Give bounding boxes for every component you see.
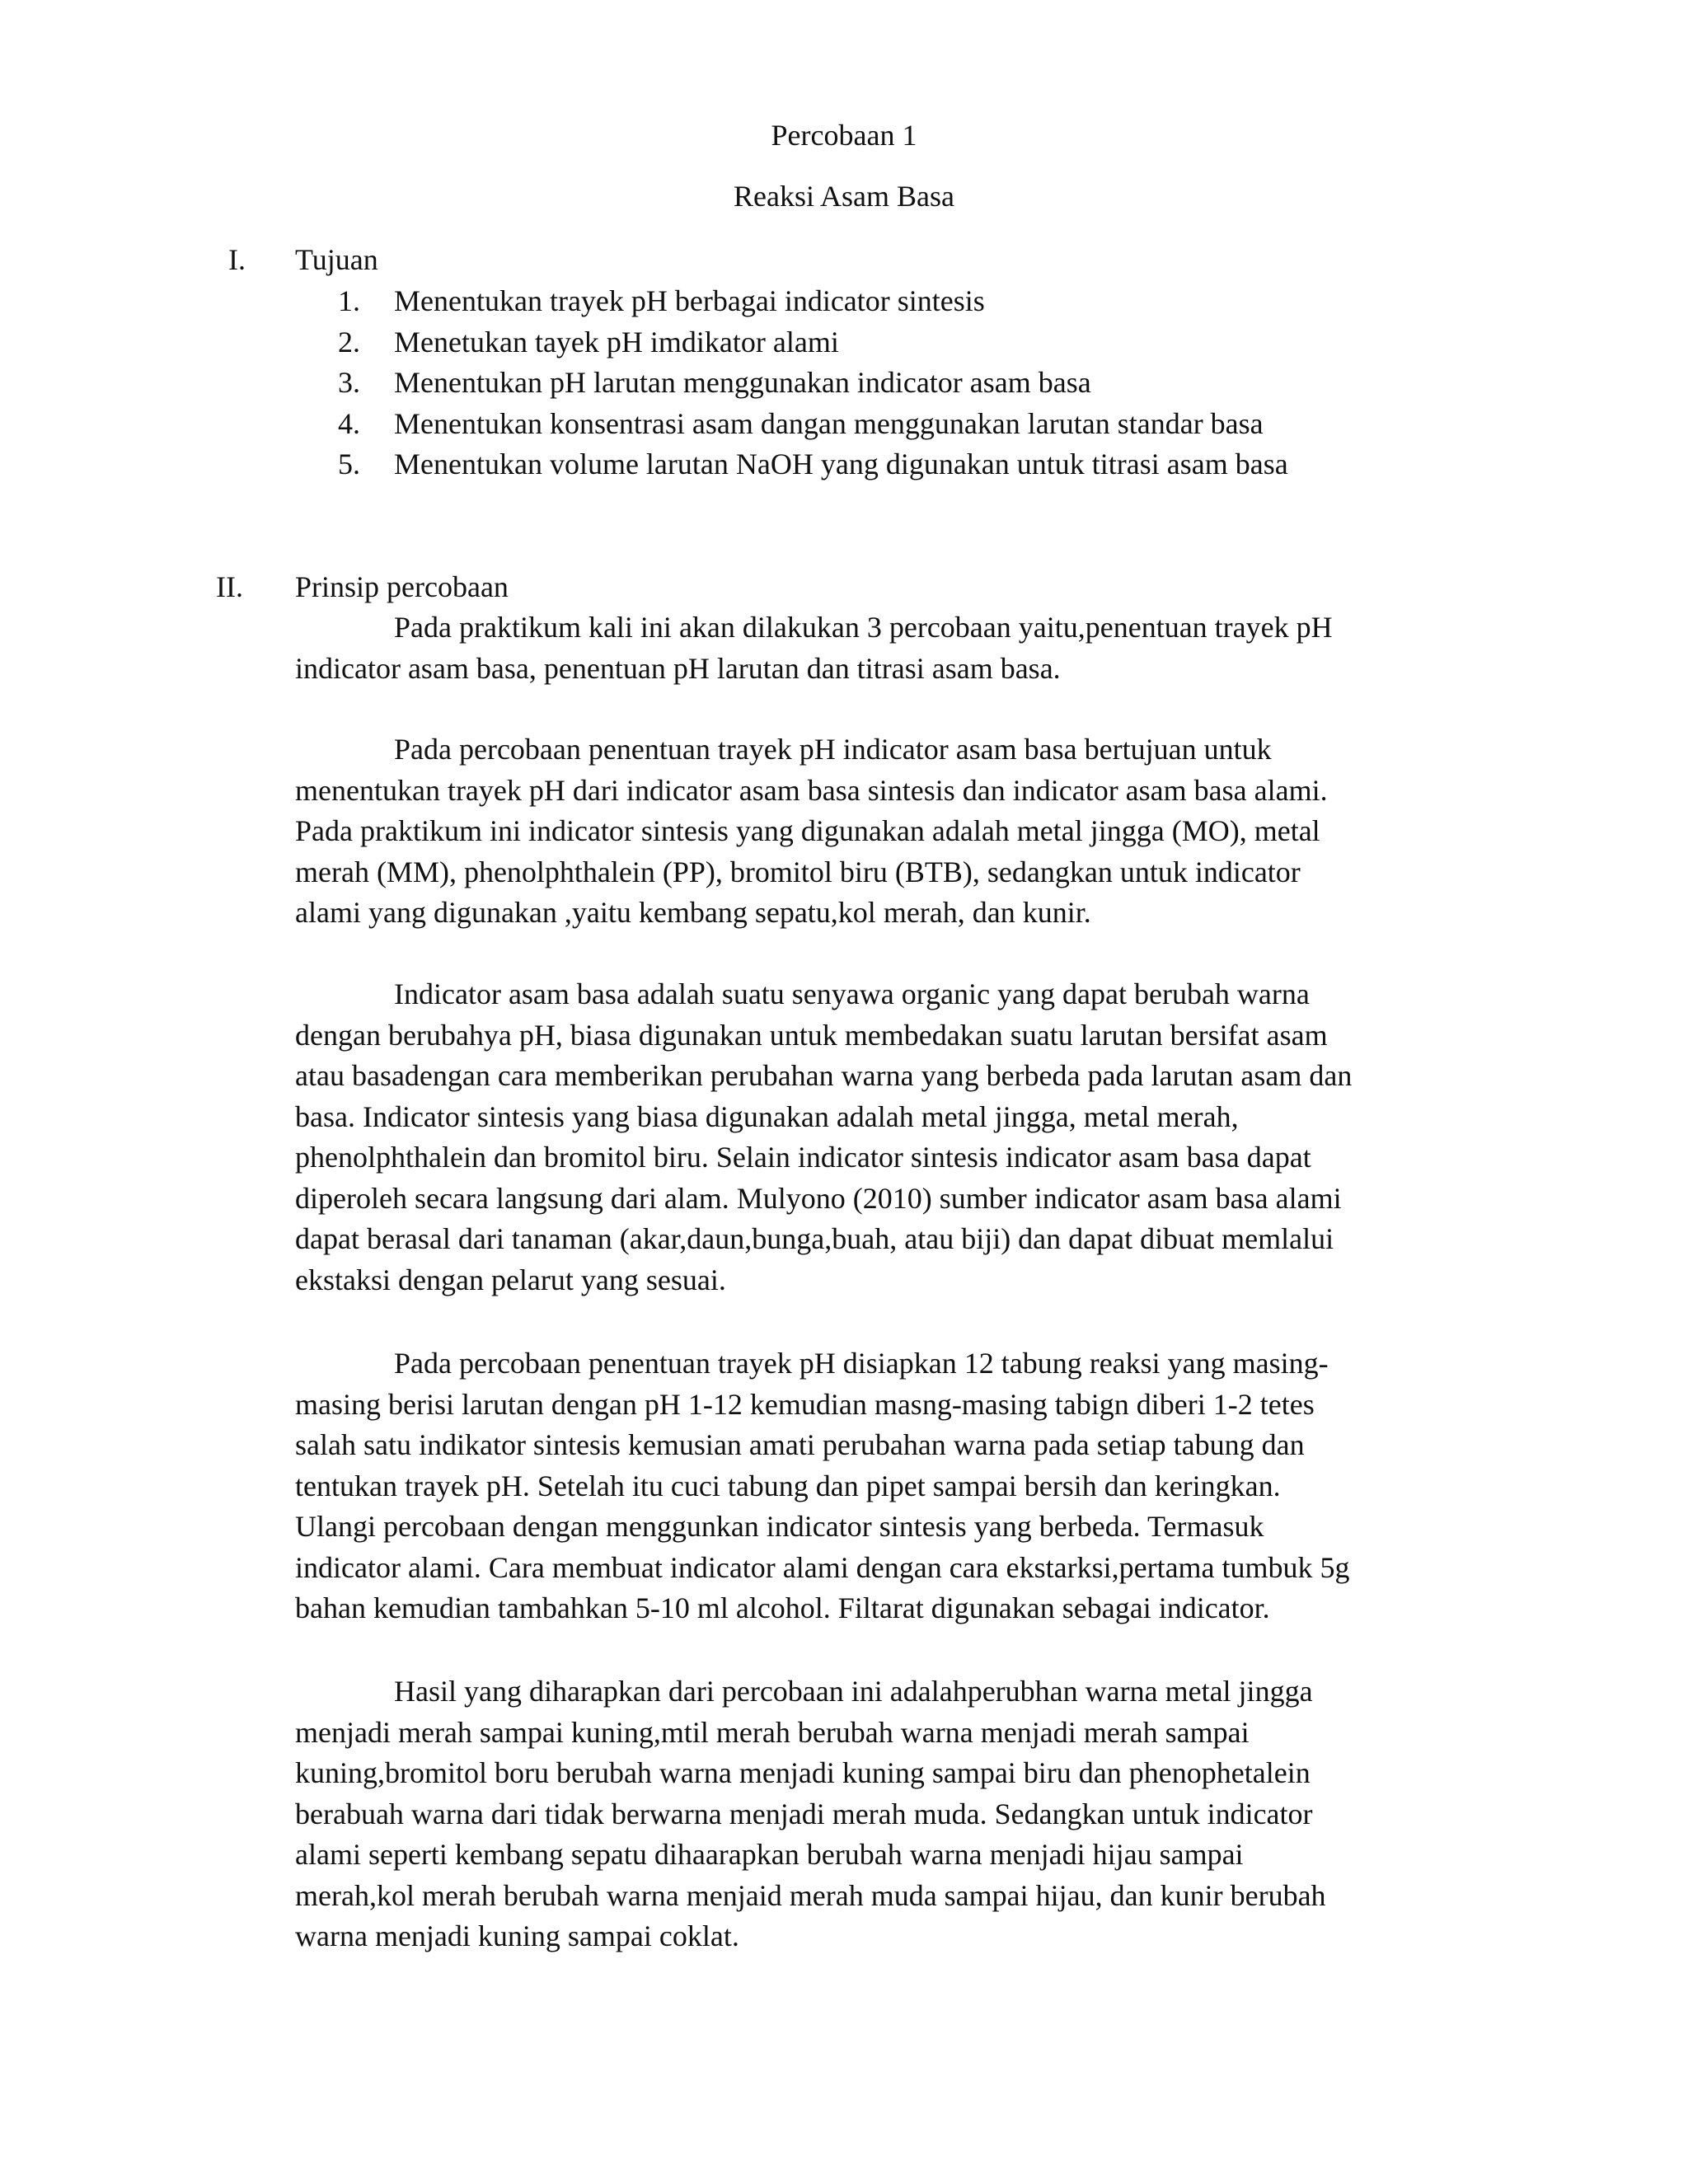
paragraph-line: indicator alami. Cara membuat indicator alami dengan cara ekstarksi,pertama tumbuk 5g bbox=[295, 1550, 1350, 1584]
list-item-number: 5. bbox=[338, 448, 360, 480]
paragraph-line: alami yang digunakan ,yaitu kembang sepatu,kol merah, dan kunir. bbox=[295, 896, 1091, 929]
paragraph-5 bbox=[295, 1671, 1474, 1957]
paragraph-4 bbox=[295, 1343, 1474, 1629]
paragraph-line: tentukan trayek pH. Setelah itu cuci tabung dan pipet sampai bersih dan keringkan. bbox=[295, 1469, 1281, 1502]
list-item-text: Menentukan volume larutan NaOH yang digunakan untuk titrasi asam basa bbox=[394, 448, 1288, 480]
paragraph-line: basa. Indicator sintesis yang biasa digunakan adalah metal jingga, metal merah, bbox=[295, 1099, 1239, 1133]
objectives-list bbox=[338, 283, 1288, 487]
paragraph-line: menjadi merah sampai kuning,mtil merah berubah warna menjadi merah sampai bbox=[295, 1715, 1250, 1749]
paragraph-3 bbox=[295, 974, 1474, 1301]
list-item-number: 2. bbox=[338, 325, 360, 359]
section-1-heading: Tujuan bbox=[295, 243, 378, 276]
list-item-number: 3. bbox=[338, 366, 360, 399]
paragraph-line: atau basadengan cara memberikan perubahan warna yang berbeda pada larutan asam dan bbox=[295, 1059, 1353, 1092]
paragraph-2 bbox=[295, 729, 1474, 934]
list-item-number: 1. bbox=[338, 284, 360, 317]
list-item-number: 4. bbox=[338, 406, 360, 440]
paragraph-line: warna menjadi kuning sampai coklat. bbox=[295, 1919, 739, 1952]
paragraph-line: berabuah warna dari tidak berwarna menjadi merah muda. Sedangkan untuk indicator bbox=[295, 1797, 1313, 1830]
paragraph-line: dapat berasal dari tanaman (akar,daun,bunga,buah, atau biji) dan dapat dibuat memlalui bbox=[295, 1222, 1334, 1255]
list-item bbox=[338, 364, 1288, 405]
paragraph-line: indicator asam basa, penentuan pH larutan dan titrasi asam basa. bbox=[295, 651, 1061, 685]
paragraph-line: alami seperti kembang sepatu dihaarapkan berubah warna menjadi hijau sampai bbox=[295, 1838, 1244, 1871]
paragraph-line: phenolphthalein dan bromitol biru. Selain indicator sintesis indicator asam basa dapat bbox=[295, 1141, 1311, 1174]
list-item-text: Menentukan pH larutan menggunakan indicator asam basa bbox=[394, 366, 1091, 399]
paragraph-line: merah,kol merah berubah warna menjaid merah muda sampai hijau, dan kunir berubah bbox=[295, 1878, 1326, 1912]
paragraph-line: salah satu indikator sintesis kemusian amati perubahan warna pada setiap tabung dan bbox=[295, 1428, 1305, 1461]
paragraph-line: Ulangi percobaan dengan menggunkan indicator sintesis yang berbeda. Termasuk bbox=[295, 1510, 1264, 1543]
list-item bbox=[338, 324, 1288, 365]
paragraph-line: menentukan trayek pH dari indicator asam basa sintesis dan indicator asam basa alami. bbox=[295, 773, 1328, 807]
paragraph-line: masing berisi larutan dengan pH 1-12 kemudian masng-masing tabign diberi 1-2 tetes bbox=[295, 1387, 1315, 1421]
paragraph-line: ekstaksi dengan pelarut yang sesuai. bbox=[295, 1263, 726, 1296]
document-subtitle: Reaksi Asam Basa bbox=[734, 180, 954, 213]
paragraph-line: Hasil yang diharapkan dari percobaan ini adalahperubhan warna metal jingga bbox=[394, 1675, 1313, 1708]
list-item bbox=[338, 283, 1288, 324]
paragraph-line: kuning,bromitol boru berubah warna menjadi kuning sampai biru dan phenophetalein bbox=[295, 1756, 1311, 1789]
paragraph-line: Pada percobaan penentuan trayek pH disiapkan 12 tabung reaksi yang masing- bbox=[394, 1347, 1329, 1380]
list-item-text: Menentukan trayek pH berbagai indicator sintesis bbox=[394, 284, 985, 317]
document-title: Percobaan 1 bbox=[771, 119, 917, 152]
paragraph-1 bbox=[295, 607, 1474, 689]
section-2-number: II. bbox=[216, 570, 243, 603]
paragraph-line: diperoleh secara langsung dari alam. Mulyono (2010) sumber indicator asam basa alami bbox=[295, 1181, 1342, 1215]
paragraph-line: Indicator asam basa adalah suatu senyawa organic yang dapat berubah warna bbox=[394, 977, 1310, 1010]
section-1-number: I. bbox=[228, 243, 246, 276]
list-item bbox=[338, 405, 1288, 447]
paragraph-line: merah (MM), phenolphthalein (PP), bromitol biru (BTB), sedangkan untuk indicator bbox=[295, 855, 1301, 888]
paragraph-line: bahan kemudian tambahkan 5-10 ml alcohol. Filtarat digunakan sebagai indicator. bbox=[295, 1591, 1270, 1624]
paragraph-line: Pada praktikum kali ini akan dilakukan 3 percobaan yaitu,penentuan trayek pH bbox=[394, 611, 1333, 644]
section-2-heading: Prinsip percobaan bbox=[295, 570, 509, 603]
paragraph-line: Pada praktikum ini indicator sintesis yang digunakan adalah metal jingga (MO), metal bbox=[295, 814, 1320, 847]
list-item-text: Menetukan tayek pH imdikator alami bbox=[394, 325, 839, 359]
list-item bbox=[338, 446, 1288, 487]
list-item-text: Menentukan konsentrasi asam dangan menggunakan larutan standar basa bbox=[394, 406, 1264, 440]
paragraph-line: Pada percobaan penentuan trayek pH indicator asam basa bertujuan untuk bbox=[394, 733, 1272, 766]
paragraph-line: dengan berubahya pH, biasa digunakan untuk membedakan suatu larutan bersifat asam bbox=[295, 1018, 1328, 1052]
